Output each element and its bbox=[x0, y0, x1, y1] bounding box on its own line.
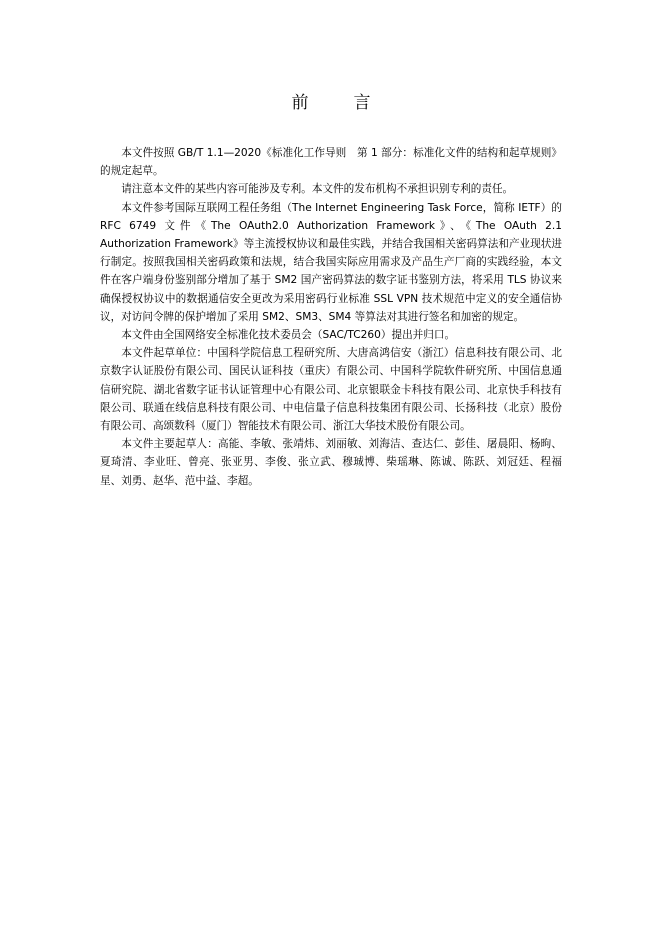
paragraph-drafters: 本文件主要起草人：高能、李敏、张靖炜、刘丽敏、刘海洁、查达仁、彭佳、屠晨阳、杨昫、夏琦清、李业旺、曾亮、张亚男、李俊、张立武、穆珹博、柴瑶琳、陈诚、陈跃、刘冠廷、程福星、刘勇、赵华、范中益、李超。 bbox=[100, 438, 562, 487]
preface-body bbox=[100, 144, 562, 490]
paragraph-committee: 本文件由全国网络安全标准化技术委员会（SAC/TC260）提出并归口。 bbox=[121, 329, 456, 342]
paragraph-drafting-units: 本文件起草单位：中国科学院信息工程研究所、大唐高鸿信安（浙江）信息科技有限公司、北京数字认证股份有限公司、国民认证科技（重庆）有限公司、中国科学院软件研究所、中国信息通信研究院、湖北省数字证书认证管理中心有限公司、北京银联金卡科技有限公司、北京快手科技有限公司、联通在线信息科技有限公司、中电信量子信息科技集团有限公司、长扬科技（北京）股份有限公司、高颂数科（厦门）智能技术有限公司、浙江大华技术股份有限公司。 bbox=[100, 347, 562, 433]
page-title: 前 言 bbox=[291, 93, 385, 113]
paragraph-drafting-rules: 本文件按照 GB/T 1.1—2020《标准化工作导则 第 1 部分：标准化文件的结构和起草规则》的规定起草。 bbox=[100, 147, 562, 178]
paragraph-patent-notice: 请注意本文件的某些内容可能涉及专利。本文件的发布机构不承担识别专利的责任。 bbox=[121, 183, 514, 196]
paragraph-references: 本文件参考国际互联网工程任务组（The Internet Engineering Task Force，简称 IETF）的 RFC 6749 文件《The OAuth2.0 Authorization Framework》、《The OAuth 2.1 Authorization Framework》等主流授权协议和最佳实践，并结合我国相关密码算法和产业现状进行制定。按照我国相关密码政策和法规，结合我国实际应用需求及产品生产厂商的实践经验，本文件在客户端身份鉴别部分增加了基于 SM2 国产密码算法的数字证书鉴别方法，将采用 TLS 协议来确保授权协议中的数据通信安全更改为采用密码行业标准 SSL VPN 技术规范中定义的安全通信协议，对访问令牌的保护增加了采用 SM2、SM3、SM4 等算法对其进行签名和加密的规定。 bbox=[100, 201, 562, 323]
